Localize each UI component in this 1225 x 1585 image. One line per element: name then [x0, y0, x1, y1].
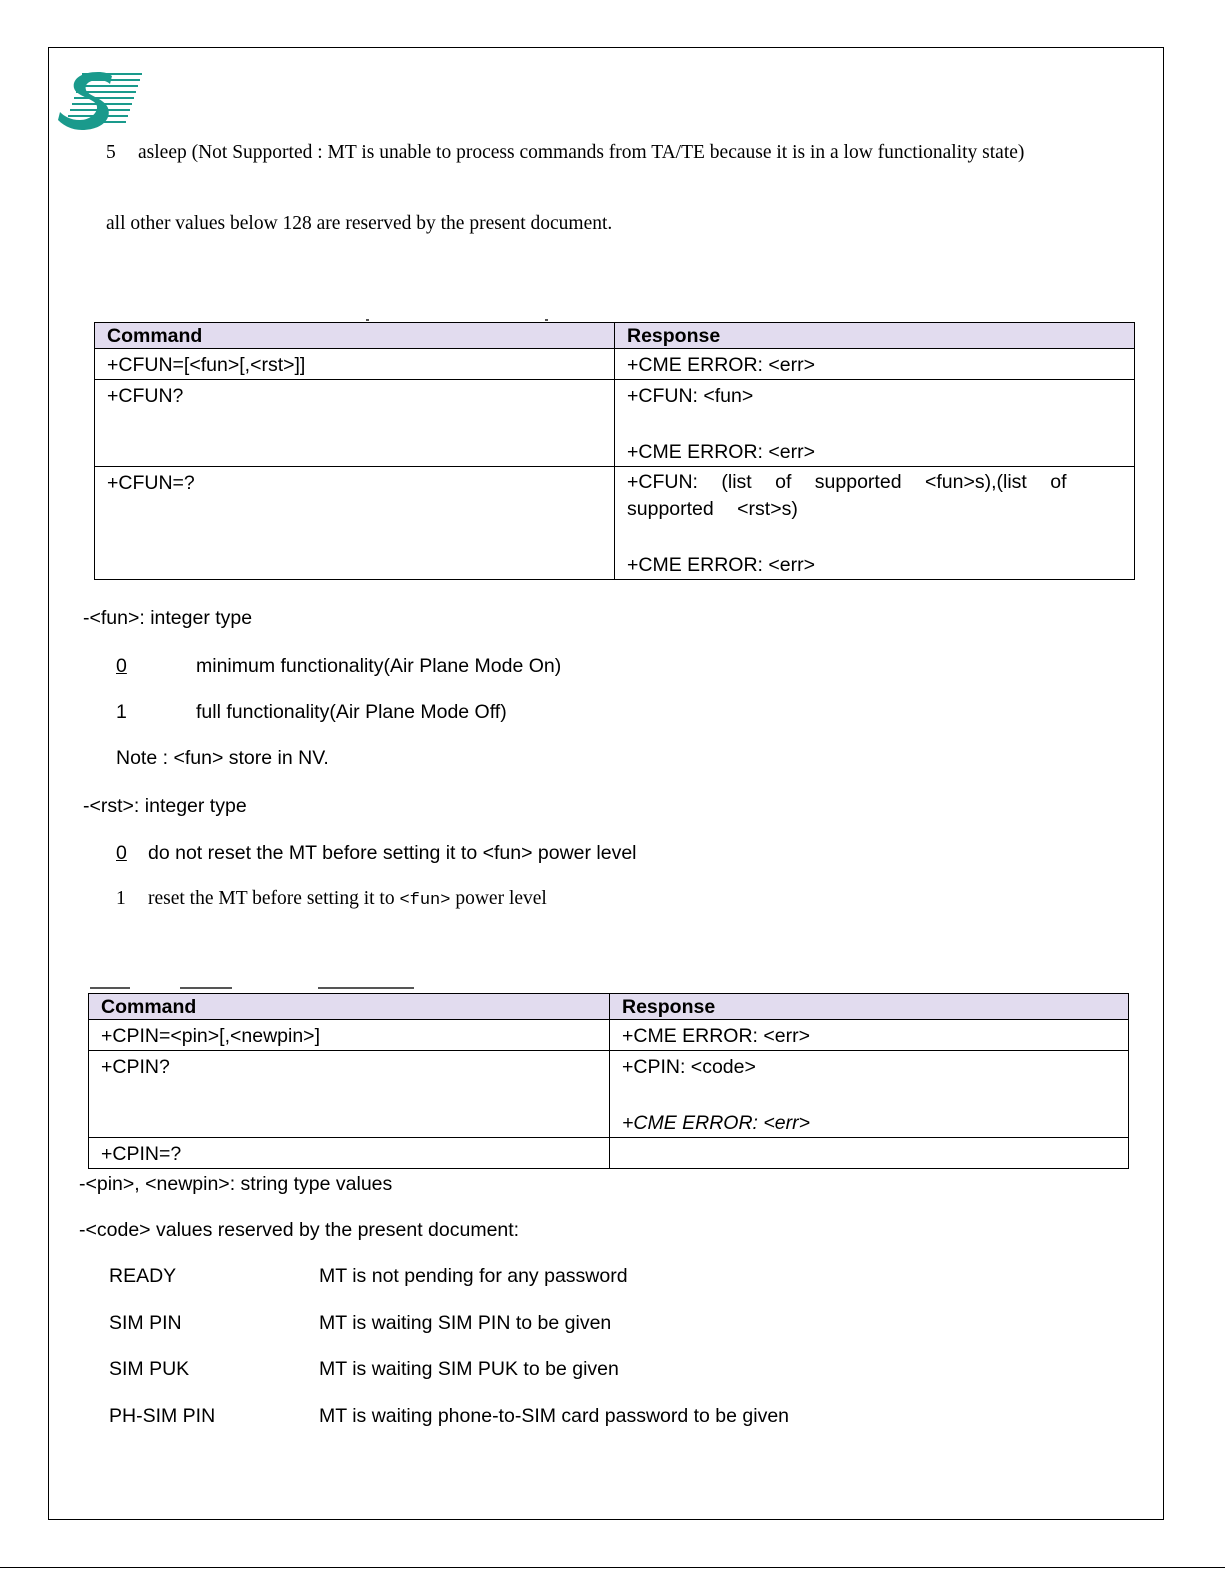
response-line: +CFUN: (list of supported <fun>s),(list of supported <rst>s)	[627, 471, 1067, 520]
column-header-command: Command	[89, 994, 610, 1020]
company-logo-icon	[58, 70, 144, 132]
response-cell	[610, 1138, 1129, 1169]
rst-desc-code: <fun>	[399, 891, 451, 910]
code-value: READY	[109, 1265, 177, 1287]
command-cell: +CFUN?	[95, 380, 615, 467]
response-line: +CME ERROR: <err>	[627, 441, 816, 463]
response-line: +CME ERROR: <err>	[622, 1112, 811, 1134]
response-blank-line	[622, 1081, 1116, 1109]
table-row	[89, 1051, 1129, 1138]
response-line: +CPIN: <code>	[622, 1056, 756, 1078]
fun-value-description: full functionality(Air Plane Mode Off)	[196, 701, 507, 723]
fun-value-description: minimum functionality(Air Plane Mode On)	[196, 655, 562, 677]
rst-value: 1	[116, 888, 126, 909]
fun-value: 0	[116, 655, 127, 677]
rst-value-description: do not reset the MT before setting it to <fun> power level	[148, 842, 637, 864]
rst-value-description	[148, 888, 547, 910]
code-description: MT is waiting phone-to-SIM card password to be given	[319, 1405, 790, 1427]
code-description: MT is waiting SIM PIN to be given	[319, 1312, 612, 1334]
command-cell: +CFUN=[<fun>[,<rst>]]	[95, 349, 615, 380]
table-row	[95, 467, 1135, 580]
table-row	[89, 1138, 1129, 1169]
code-param-title: -<code> values reserved by the present document:	[79, 1219, 520, 1241]
response-cell	[610, 1051, 1129, 1138]
code-value: PH-SIM PIN	[109, 1405, 216, 1427]
command-cell: +CPIN=<pin>[,<newpin>]	[89, 1020, 610, 1051]
rst-param-title: -<rst>: integer type	[83, 795, 247, 817]
command-cell: +CPIN=?	[89, 1138, 610, 1169]
rst-desc-text: reset the MT before setting it to	[148, 888, 400, 909]
code-description: MT is not pending for any password	[319, 1265, 628, 1287]
response-cell	[615, 380, 1135, 467]
column-header-command: Command	[95, 323, 615, 349]
table-row	[89, 1020, 1129, 1051]
command-cell: +CPIN?	[89, 1051, 610, 1138]
response-cell	[615, 467, 1135, 580]
rst-value: 0	[116, 842, 127, 864]
response-line: +CFUN: <fun>	[627, 385, 754, 407]
command-cell: +CFUN=?	[95, 467, 615, 580]
reserved-note: all other values below 128 are reserved by the present document.	[106, 213, 613, 234]
code-value: SIM PUK	[109, 1358, 190, 1380]
value-number: 5	[106, 142, 116, 163]
clipped-heading-fragment	[366, 319, 369, 321]
value-description: asleep (Not Supported : MT is unable to process commands from TA/TE because it is in a low functionality state)	[138, 142, 1025, 163]
table-header-row	[89, 994, 1129, 1020]
clipped-heading-fragment	[545, 319, 548, 321]
response-line: +CME ERROR: <err>	[627, 554, 816, 576]
response-line: +CME ERROR: <err>	[627, 354, 816, 376]
fun-value: 1	[116, 701, 127, 723]
response-blank-line	[627, 523, 1122, 551]
table-row	[95, 349, 1135, 380]
cfun-command-table	[94, 322, 1135, 580]
page-border	[48, 47, 1164, 1520]
code-value: SIM PIN	[109, 1312, 182, 1334]
pin-param-title: -<pin>, <newpin>: string type values	[79, 1173, 393, 1195]
response-cell	[610, 1020, 1129, 1051]
table-row	[95, 380, 1135, 467]
fun-note: Note : <fun> store in NV.	[116, 747, 329, 769]
clipped-heading-fragment	[90, 987, 130, 989]
clipped-heading-fragment	[180, 987, 232, 989]
column-header-response: Response	[615, 323, 1135, 349]
cpin-command-table	[88, 993, 1129, 1169]
table-header-row	[95, 323, 1135, 349]
column-header-response: Response	[610, 994, 1129, 1020]
response-blank-line	[627, 410, 1122, 438]
code-description: MT is waiting SIM PUK to be given	[319, 1358, 619, 1380]
clipped-heading-fragment	[318, 987, 414, 989]
rst-desc-text: power level	[450, 888, 547, 909]
footer-rule	[0, 1567, 1225, 1568]
response-cell	[615, 349, 1135, 380]
fun-param-title: -<fun>: integer type	[83, 607, 253, 629]
response-line: +CME ERROR: <err>	[622, 1025, 811, 1047]
